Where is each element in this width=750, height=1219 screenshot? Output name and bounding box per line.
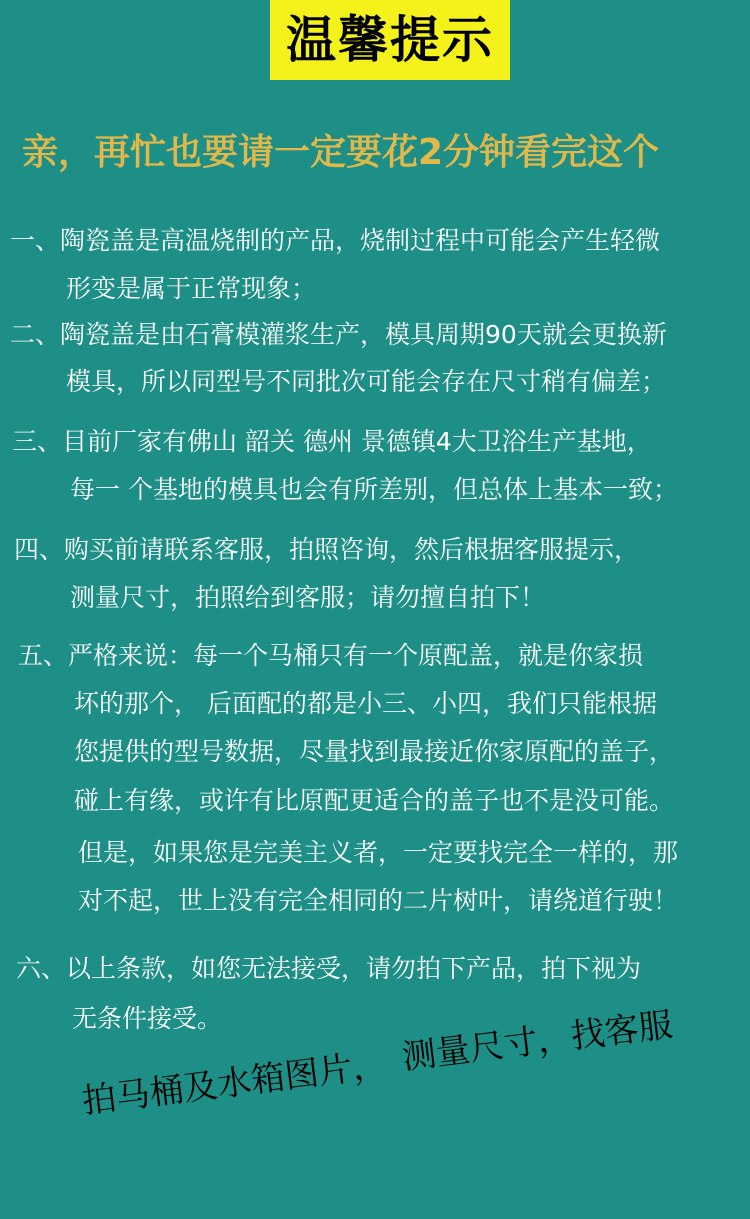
section-6-line-1: 六、以上条款，如您无法接受，请勿拍下产品，拍下视为	[16, 954, 642, 983]
section-5-line-3: 您提供的型号数据，尽量找到最接近你家原配的盖子，	[74, 737, 675, 766]
section-2-line-2: 模具，所以同型号不同批次可能会存在尺寸稍有偏差；	[66, 367, 667, 396]
section-5-line-6: 对不起，世上没有完全相同的二片树叶，请绕道行驶！	[78, 886, 679, 915]
section-3-line-2: 每一 个基地的模具也会有所差别，但总体上基本一致；	[70, 475, 678, 504]
section-1-line-1: 一、陶瓷盖是高温烧制的产品，烧制过程中可能会产生轻微	[10, 226, 661, 255]
section-3-line-1: 三、目前厂家有佛山 韶关 德州 景德镇4大卫浴生产基地，	[12, 427, 652, 456]
section-2-line-1: 二、陶瓷盖是由石膏模灌浆生产，模具周期90天就会更换新	[10, 320, 667, 349]
section-4-line-2: 测量尺寸，拍照给到客服；请勿擅自拍下！	[70, 583, 546, 612]
section-5-line-4: 碰上有缘，或许有比原配更适合的盖子也不是没可能。	[74, 786, 675, 815]
section-6-line-2: 无条件接受。	[72, 1004, 223, 1033]
section-1-line-2: 形变是属于正常现象；	[66, 274, 317, 303]
section-4-line-1: 四、购买前请联系客服，拍照咨询，然后根据客服提示，	[14, 535, 640, 564]
page-title: 温馨提示	[270, 0, 510, 80]
footer-line-measure: 测量尺寸，找客服	[399, 1004, 675, 1078]
section-5-line-5: 但是，如果您是完美主义者，一定要找完全一样的，那	[78, 838, 679, 867]
section-5-line-1: 五、严格来说：每一个马桶只有一个原配盖，就是你家损	[18, 641, 644, 670]
section-5-line-2: 坏的那个， 后面配的都是小三、小四，我们只能根据	[74, 689, 657, 718]
footer-line-photo: 拍马桶及水箱图片，	[79, 1044, 389, 1122]
subtitle: 亲，再忙也要请一定要花2分钟看完这个	[22, 132, 660, 173]
